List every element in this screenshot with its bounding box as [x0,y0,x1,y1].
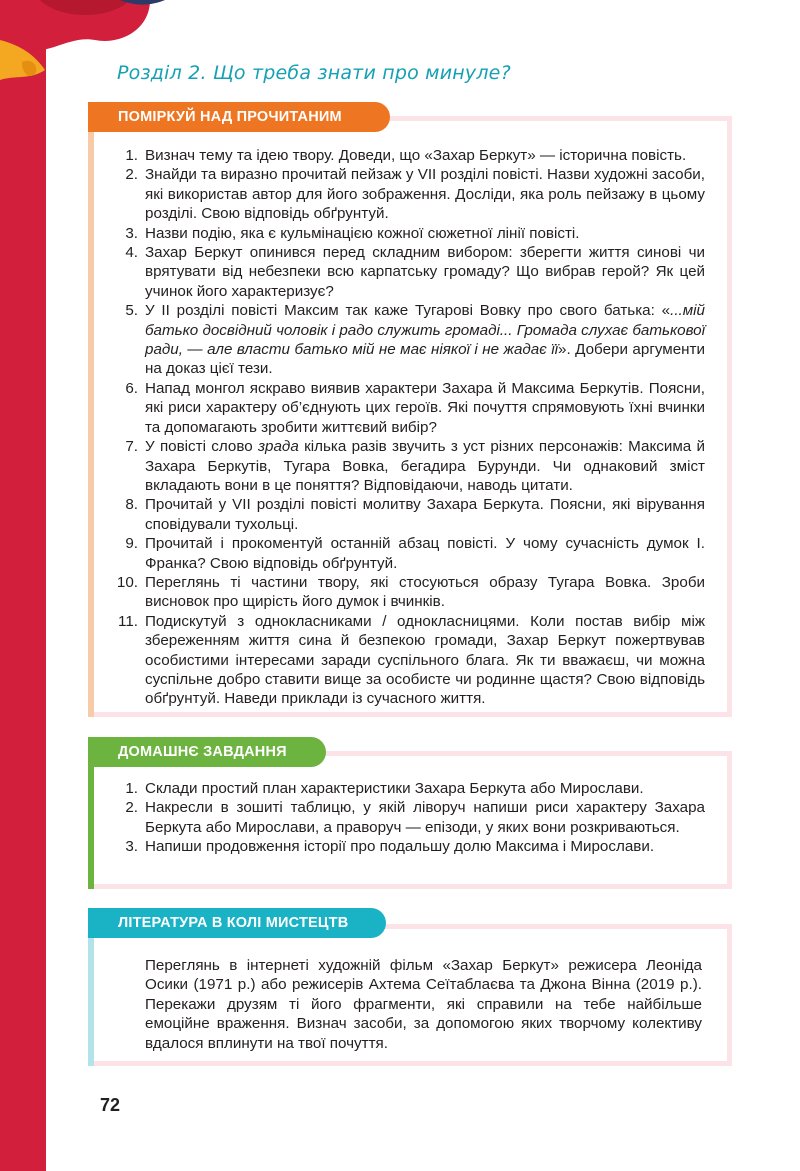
list-item [105,573,705,612]
item-number: 2. [125,799,138,817]
item-text: Знайди та виразно прочитай пейзаж у VII розділі повісті. Назви художні засоби, які використав автор для його зображення. Досліди, яка роль пейзажу в цьому розділі. Свою відповідь обґрунтуй. [145,166,705,223]
text-after-quote: кілька разів звучить з уст різних персонажів: Максима й Захара Беркутів, Тугара Вовка, бегадира Бурунди. Чи однаковий зміст вкладають вони в це поняття? Відповідаючи, наводь цитати. [145,438,705,494]
homework-task-list [105,779,705,857]
item-number: 7. [125,438,138,456]
list-item [105,495,705,534]
item-text: Напад монгол яскраво виявив характери Захара й Максима Беркутів. Поясни, які риси характеру об’єднують цих героїв. Які почуття спрямовують їхні вчинки та допомагають зробити життєвий вибір? [145,379,705,436]
item-text: Подискутуй з однокласниками / однокласницями. Коли постав вибір між збереженням життя сина й безпекою громади, Захар Беркут пожертвував особистими інтересами заради суспільного блага. Як ти вважаєш, чи можна суспільне добро ставити вище за особисте чи родинне щастя? Свою відповідь обґрунтуй. Наведи приклади із сучасного життя. [145,612,705,708]
list-item [105,779,705,798]
list-item [105,379,705,437]
item-text [145,301,705,379]
item-text: Накресли в зошиті таблицю, у якій ліворуч напиши риси характеру Захара Беркута або Мирослави, а праворуч — епізоди, у яких вони розкриваються. [145,799,705,836]
item-text [145,437,705,495]
list-item [105,837,705,856]
text-after-quote: ». Добери аргументи на доказ цієї тези. [145,341,706,378]
item-number: 5. [125,302,138,320]
list-item [105,224,705,243]
homework-box-accent [88,751,94,889]
homework-heading: ДОМАШНЄ ЗАВДАННЯ [88,737,326,767]
list-item [105,301,705,379]
arts-paragraph: Переглянь в інтернеті художній фільм «Захар Беркут» режисера Леоніда Осики (1971 р.) або режисерів Ахтема Сеїтаблаєва та Джона Вінна (2019 р.). Перекажи друзям ті його фрагменти, які справили на тебе найбільше емоційне враження. Визнач засоби, за допомогою яких творчому колективу вдалося вплинути на твої почуття. [145,957,702,1052]
item-number: 3. [125,224,138,242]
quote-italic: зрада [257,438,299,456]
item-number: 3. [125,838,138,856]
arts-box-accent [88,924,94,1066]
item-text: Переглянь ті частини твору, які стосуються образу Тугара Вовка. Зроби висновок про щирість його думок і вчинків. [145,573,705,611]
list-item [105,437,705,495]
item-text: Визнач тему та ідею твору. Доведи, що «Захар Беркут» — історична повість. [145,147,687,164]
item-number: 1. [125,147,138,164]
reflection-box-accent [88,116,94,717]
item-text: Прочитай і прокоментуй останній абзац повісті. У чому сучасність думок І. Франка? Свою відповідь обґрунтуй. [145,535,705,572]
list-item [105,612,705,709]
side-color-band [0,0,46,1171]
list-item [105,165,705,223]
list-item [105,798,705,837]
text-before-quote: У II розділі повісті Максим так каже Тугарові Вовку про свого батька: « [145,302,671,320]
list-item [105,243,705,301]
item-number: 6. [125,379,138,397]
text-before-quote: У повісті слово [145,438,258,456]
item-number: 2. [125,166,138,184]
item-text: Захар Беркут опинився перед складним вибором: зберегти життя синові чи врятувати від небезпеки всю карпатську громаду? Що вибрав герой? Як цей учинок його характеризує? [145,244,705,300]
item-number: 1. [125,780,138,797]
chapter-title: Розділ 2. Що треба знати про минуле? [117,62,511,84]
list-item [105,146,705,165]
item-number: 9. [125,535,138,553]
item-number: 8. [125,496,138,514]
list-item [105,534,705,573]
item-number: 10. [116,573,138,591]
item-number: 4. [125,244,138,262]
arts-heading: ЛІТЕРАТУРА В КОЛІ МИСТЕЦТВ [88,908,386,938]
item-number: 11. [118,612,138,630]
item-text: Прочитай у VII розділі повісті молитву Захара Беркута. Поясни, які вірування сповідували тухольці. [145,496,705,533]
item-text: Напиши продовження історії про подальшу долю Максима і Мирослави. [145,838,655,856]
item-text: Назви подію, яка є кульмінацією кожної сюжетної лінії повісті. [145,224,580,242]
reflection-task-list [105,146,705,709]
item-text: Склади простий план характеристики Захара Беркута або Мирослави. [145,780,644,797]
reflection-heading: ПОМІРКУЙ НАД ПРОЧИТАНИМ [88,102,390,132]
page-number: 72 [100,1095,121,1115]
quote-italic: ...мій батько досвідний чоловік і радо служить громаді... Громада слухає батькової ради, — але власти батько мій не має ніякої і не жадає її [145,302,705,359]
